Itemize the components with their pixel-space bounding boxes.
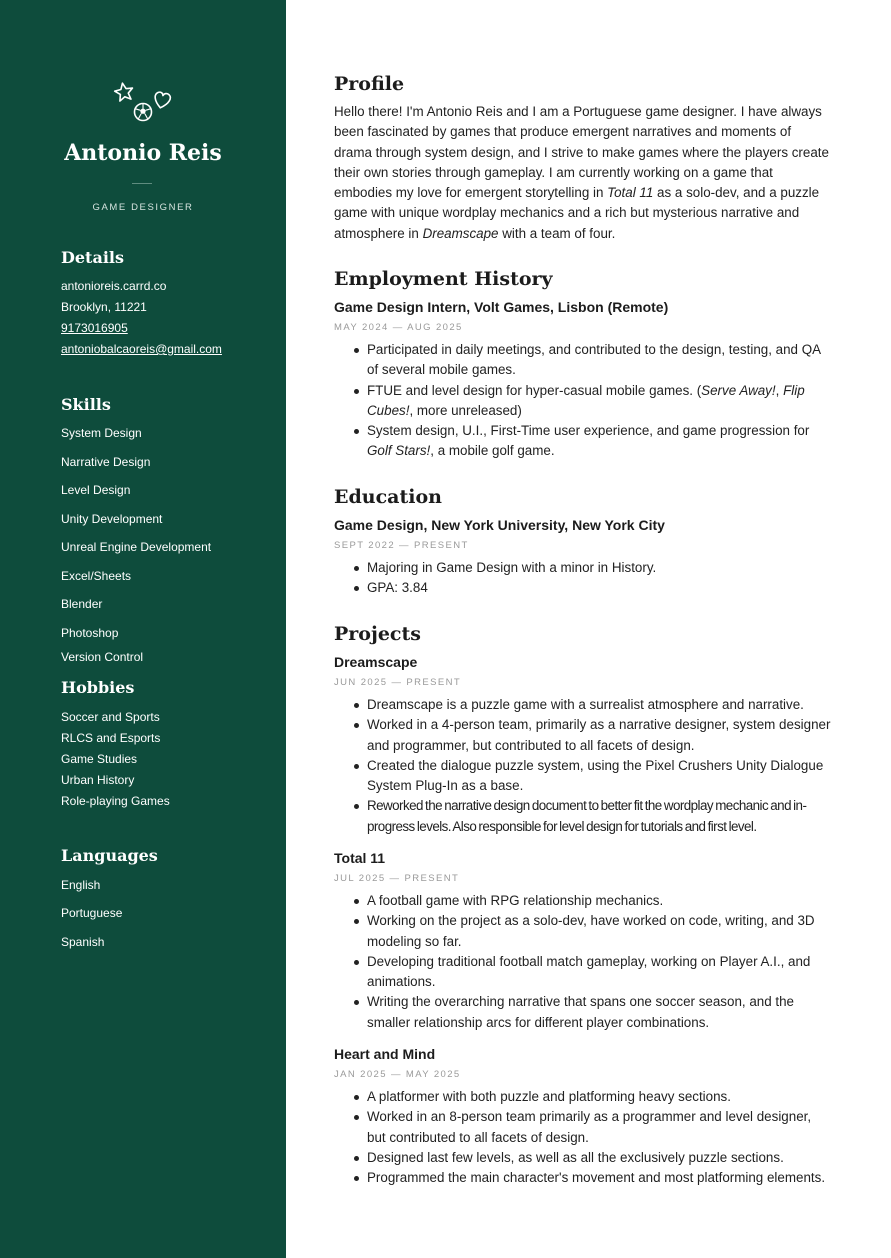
project-title: Dreamscape <box>334 654 418 670</box>
hobby-item: Role-playing Games <box>61 794 170 808</box>
language-item: Portuguese <box>61 906 123 920</box>
hobby-item: RLCS and Esports <box>61 731 161 745</box>
list-item: Created the dialogue puzzle system, using the Pixel Crushers Unity Dialogue System Plug-In as a base. <box>350 756 832 797</box>
list-item: Worked in a 4-person team, primarily as a narrative designer, system designer and programmer, but contributed to all facets of design. <box>350 715 832 756</box>
phone-link[interactable]: 9173016905 <box>61 321 128 335</box>
list-item: Designed last few levels, as well as all the exclusively puzzle sections. <box>350 1148 832 1168</box>
soccer-ball-icon <box>135 104 152 121</box>
skills-heading: Skills <box>61 395 111 414</box>
skill-item: Unreal Engine Development <box>61 540 212 554</box>
list-item: FTUE and level design for hyper-casual mobile games. (Serve Away!, Flip Cubes!, more unreleased) <box>350 381 832 422</box>
list-item: Working on the project as a solo-dev, have worked on code, writing, and 3D modeling so far. <box>350 911 832 952</box>
hobby-item: Soccer and Sports <box>61 710 160 724</box>
hobby-item: Game Studies <box>61 752 138 766</box>
email-link[interactable]: antoniobalcaoreis@gmail.com <box>61 342 222 356</box>
sidebar <box>0 0 286 1258</box>
project-date: JUL 2025 — PRESENT <box>334 873 460 884</box>
education-bullets <box>350 558 832 599</box>
person-role: GAME DESIGNER <box>92 202 194 213</box>
list-item: Programmed the main character's movement and most platforming elements. <box>350 1168 832 1188</box>
project-bullets <box>350 695 832 837</box>
project-date: JAN 2025 — MAY 2025 <box>334 1069 461 1080</box>
education-date: SEPT 2022 — PRESENT <box>334 540 469 551</box>
list-item: Participated in daily meetings, and contributed to the design, testing, and QA of several mobile games. <box>350 340 832 381</box>
list-item: Dreamscape is a puzzle game with a surrealist atmosphere and narrative. <box>350 695 832 715</box>
person-name: Antonio Reis <box>64 140 222 166</box>
skill-item: Blender <box>61 597 103 611</box>
heart-icon <box>153 91 171 109</box>
skill-item: Photoshop <box>61 626 119 640</box>
location-text: Brooklyn, 11221 <box>61 300 147 314</box>
languages-heading: Languages <box>61 846 158 865</box>
list-item: A football game with RPG relationship mechanics. <box>350 891 832 911</box>
job-bullets <box>350 340 832 462</box>
employment-heading: Employment History <box>334 268 553 290</box>
project-bullets <box>350 1087 832 1188</box>
list-item: Worked in an 8-person team primarily as a programmer and level designer, but contributed to all facets of design. <box>350 1107 832 1148</box>
skill-item: Excel/Sheets <box>61 569 132 583</box>
skill-item: Unity Development <box>61 512 163 526</box>
list-item: Reworked the narrative design document to better fit the wordplay mechanic and in-progress levels. Also responsible for level design for tutorials and first level. <box>350 796 832 837</box>
logo-icons <box>112 80 176 124</box>
details-heading: Details <box>61 248 124 267</box>
skill-item: Version Control <box>61 650 144 664</box>
skill-item: Narrative Design <box>61 455 151 469</box>
skill-item: Level Design <box>61 483 131 497</box>
name-divider <box>132 183 152 184</box>
project-title: Heart and Mind <box>334 1046 436 1062</box>
list-item: GPA: 3.84 <box>350 578 832 598</box>
list-item: Majoring in Game Design with a minor in History. <box>350 558 832 578</box>
language-item: Spanish <box>61 935 105 949</box>
list-item: A platformer with both puzzle and platforming heavy sections. <box>350 1087 832 1107</box>
star-icon <box>114 82 135 102</box>
language-item: English <box>61 878 101 892</box>
job-title: Game Design Intern, Volt Games, Lisbon (Remote) <box>334 299 669 315</box>
list-item: Writing the overarching narrative that spans one soccer season, and the smaller relationship arcs for different player combinations. <box>350 992 832 1033</box>
education-heading: Education <box>334 486 442 508</box>
list-item: System design, U.I., First-Time user experience, and game progression for Golf Stars!, a mobile golf game. <box>350 421 832 462</box>
projects-heading: Projects <box>334 623 421 645</box>
education-title: Game Design, New York University, New York City <box>334 517 665 533</box>
profile-heading: Profile <box>334 73 405 95</box>
project-bullets <box>350 891 832 1033</box>
list-item: Developing traditional football match gameplay, working on Player A.I., and animations. <box>350 952 832 993</box>
skill-item: System Design <box>61 426 142 440</box>
hobbies-heading: Hobbies <box>61 678 135 697</box>
project-title: Total 11 <box>334 850 386 866</box>
hobby-item: Urban History <box>61 773 135 787</box>
website-link[interactable]: antonioreis.carrd.co <box>61 279 167 293</box>
job-date: MAY 2024 — AUG 2025 <box>334 322 463 333</box>
profile-paragraph: Hello there! I'm Antonio Reis and I am a Portuguese game designer. I have always been fascinated by games that produce emergent narratives and moments of drama through system design, and I strive to make games where the players create their own stories through gameplay. I am currently working on a game that embodies my love for emergent storytelling in Total 11 as a solo-dev, and a puzzle game with unique wordplay mechanics and a rich but mysterious narrative and atmosphere in Dreamscape with a team of four. <box>334 104 829 241</box>
project-date: JUN 2025 — PRESENT <box>334 677 462 688</box>
